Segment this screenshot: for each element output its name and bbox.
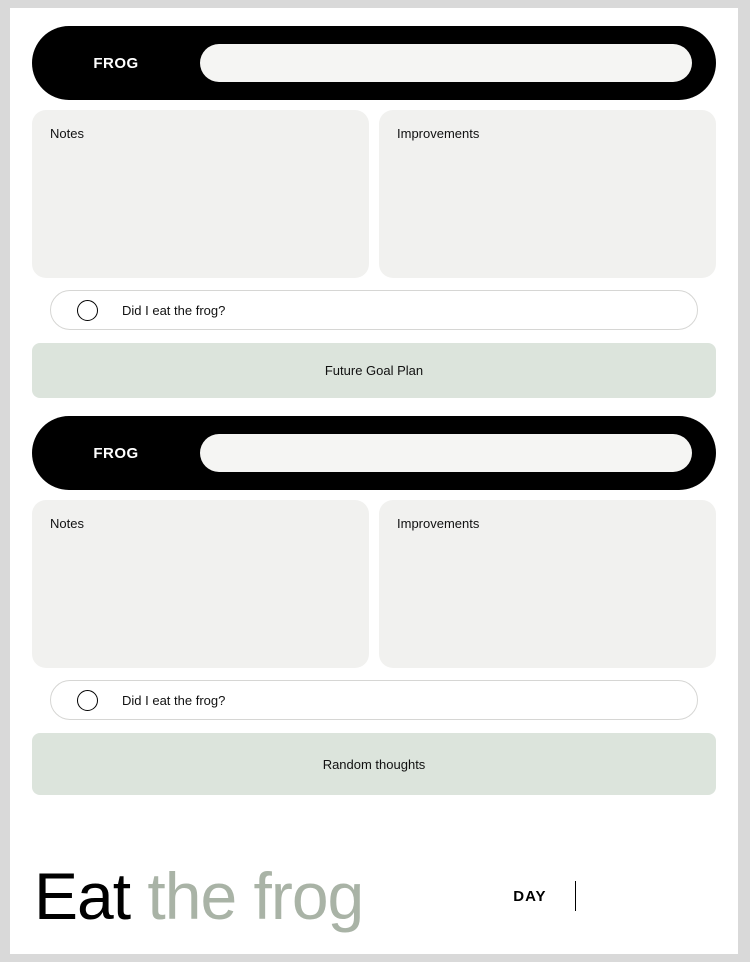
improvements-title-2: Improvements: [397, 516, 480, 531]
brand-logo: [34, 859, 364, 933]
day-label: DAY: [513, 887, 547, 905]
notes-title-1: Notes: [50, 126, 84, 141]
frog-label-2: FROG: [93, 444, 139, 462]
logo-word-the: the: [147, 859, 237, 933]
panels-2: [32, 500, 716, 668]
panels-1: [32, 110, 716, 278]
improvements-title-1: Improvements: [397, 126, 480, 141]
radio-icon-2[interactable]: [77, 690, 98, 711]
frog-task-input-2[interactable]: [200, 434, 692, 472]
logo-word-frog: frog: [253, 859, 364, 933]
radio-icon-1[interactable]: [77, 300, 98, 321]
improvements-panel-2[interactable]: [379, 500, 716, 668]
future-goal-plan-label: Future Goal Plan: [324, 363, 424, 378]
frog-question-row-2[interactable]: [50, 680, 698, 720]
random-thoughts-band[interactable]: [32, 733, 716, 795]
frog-task-input-1[interactable]: [200, 44, 692, 82]
top-spacer: [10, 8, 738, 26]
notes-title-2: Notes: [50, 516, 84, 531]
notes-panel-1[interactable]: [32, 110, 369, 278]
day-divider: [575, 881, 576, 911]
section-spacer: [10, 398, 738, 416]
worksheet-page: [10, 8, 738, 954]
future-goal-plan-band[interactable]: [32, 343, 716, 398]
notes-panel-2[interactable]: [32, 500, 369, 668]
frog-bar-2: [32, 416, 716, 490]
frog-bar-1: [32, 26, 716, 100]
frog-question-label-2: Did I eat the frog?: [122, 692, 226, 708]
improvements-panel-1[interactable]: [379, 110, 716, 278]
day-field[interactable]: [513, 881, 575, 911]
frog-question-row-1[interactable]: [50, 290, 698, 330]
logo-word-eat: Eat: [34, 859, 131, 933]
frog-question-label-1: Did I eat the frog?: [122, 302, 226, 318]
frog-label-1: FROG: [93, 54, 139, 72]
footer: [10, 838, 738, 954]
random-thoughts-label: Random thoughts: [322, 756, 426, 772]
